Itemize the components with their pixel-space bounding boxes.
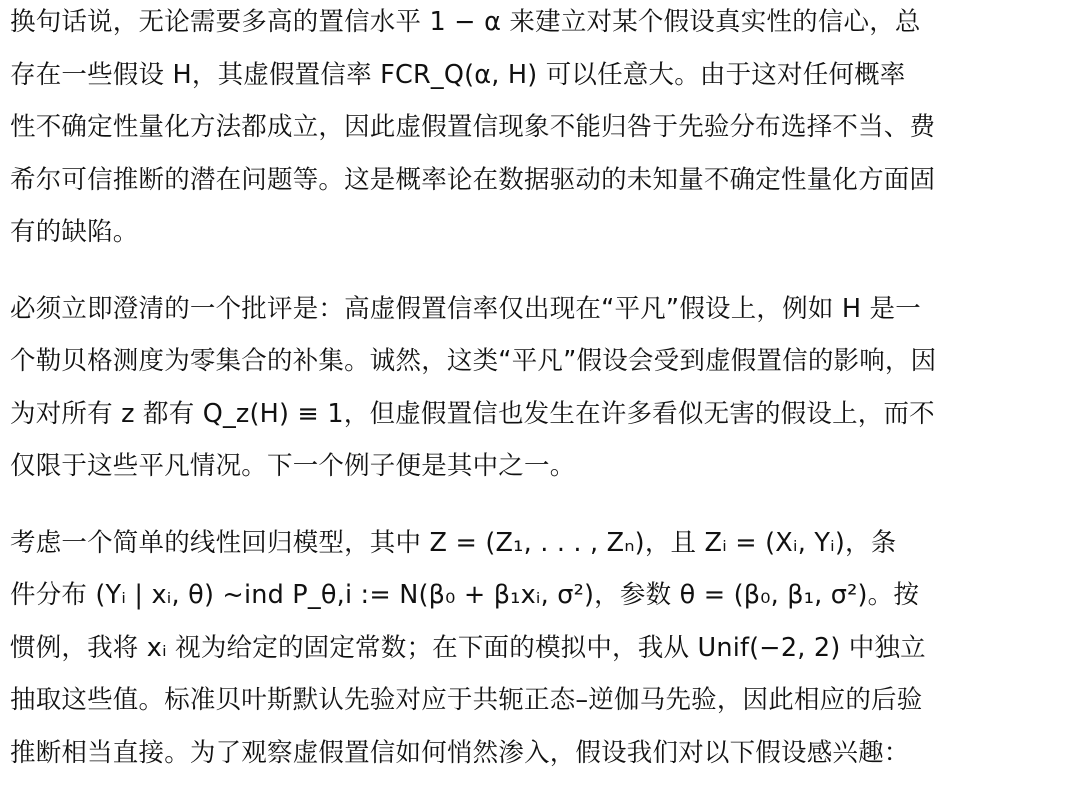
paragraph-3 (10, 517, 1072, 780)
text-line: 惯例，我将 xᵢ 视为给定的固定常数；在下面的模拟中，我从 Unif(−2, 2) 中独立 (10, 632, 926, 663)
text-line: 推断相当直接。为了观察虚假置信如何悄然渗入，假设我们对以下假设感兴趣： (10, 737, 910, 768)
text-line: 抽取这些值。标准贝叶斯默认先验对应于共轭正态–逆伽马先验，因此相应的后验 (10, 685, 923, 715)
text-line: 件分布 (Yᵢ | xᵢ, θ) ~ind P_θ,i := N(β₀ + β₁xᵢ, σ²)，参数 θ = (β₀, β₁, σ²)。按 (10, 580, 920, 610)
text-line: 必须立即澄清的一个批评是：高虚假置信率仅出现在“平凡”假设上，例如 H 是一 (10, 293, 921, 324)
paragraph-2 (10, 283, 1072, 493)
text-line: 性不确定性量化方法都成立，因此虚假置信现象不能归咎于先验分布选择不当、费 (10, 112, 936, 142)
text-line: 个勒贝格测度为零集合的补集。诚然，这类“平凡”假设会受到虚假置信的影响，因 (10, 346, 937, 376)
text-line: 希尔可信推断的潜在问题等。这是概率论在数据驱动的未知量不确定性量化方面固 (10, 164, 936, 195)
paragraph-1 (10, 0, 1072, 259)
paragraph-gap (10, 493, 1072, 517)
text-line: 考虑一个简单的线性回归模型，其中 Z = (Z₁, . . . , Zₙ)，且 Zᵢ = (Xᵢ, Yᵢ)，条 (10, 527, 897, 558)
text-line: 为对所有 z 都有 Q_z(H) ≡ 1，但虚假置信也发生在许多看似无害的假设上，而不 (10, 398, 935, 429)
text-line: 换句话说，无论需要多高的置信水平 1 − α 来建立对某个假设真实性的信心，总 (10, 7, 921, 37)
text-line: 存在一些假设 H，其虚假置信率 FCR_Q(α, H) 可以任意大。由于这对任何概率 (10, 59, 906, 90)
paragraph-gap (10, 259, 1072, 283)
text-line: 有的缺陷。 (10, 217, 139, 247)
text-line: 仅限于这些平凡情况。下一个例子便是其中之一。 (10, 451, 576, 481)
